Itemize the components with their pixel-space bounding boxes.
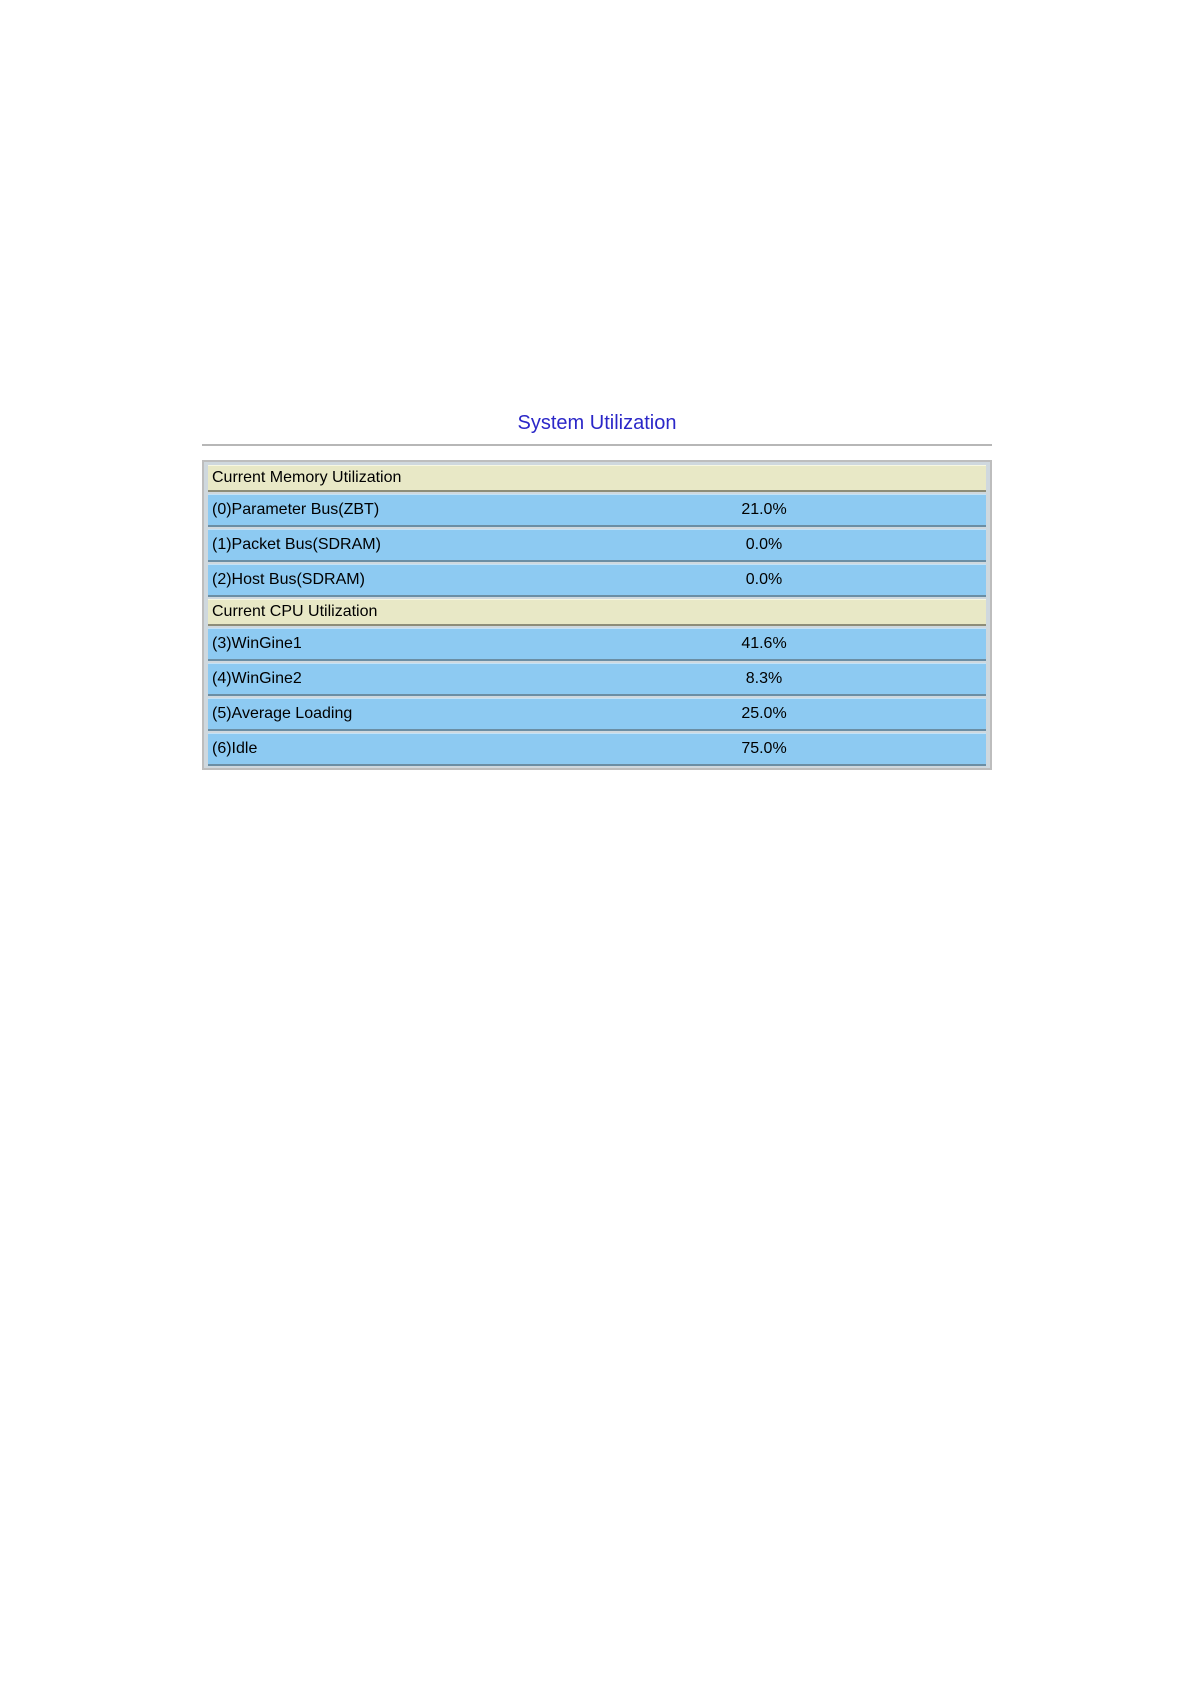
row-value: 25.0% <box>741 705 787 722</box>
row-value: 41.6% <box>741 635 787 652</box>
row-label: (0)Parameter Bus(ZBT) <box>212 501 380 518</box>
title-divider <box>202 444 992 446</box>
table-row <box>208 564 986 597</box>
row-label: (4)WinGine2 <box>212 670 302 687</box>
row-value: 0.0% <box>745 571 783 588</box>
section-header-cpu <box>208 599 986 626</box>
table-row <box>208 733 986 766</box>
row-label: (6)Idle <box>212 740 258 757</box>
row-label: (3)WinGine1 <box>212 635 302 652</box>
section-heading: Current Memory Utilization <box>212 469 402 486</box>
row-value: 0.0% <box>745 536 783 553</box>
row-value: 8.3% <box>745 670 783 687</box>
table-row <box>208 494 986 527</box>
utilization-table <box>202 460 992 770</box>
row-value: 75.0% <box>741 740 787 757</box>
table-row <box>208 628 986 661</box>
table-row <box>208 529 986 562</box>
row-value: 21.0% <box>741 501 787 518</box>
row-label: (2)Host Bus(SDRAM) <box>212 571 365 588</box>
section-header-memory <box>208 465 986 492</box>
page-title: System Utilization <box>517 412 677 434</box>
section-heading: Current CPU Utilization <box>212 603 378 620</box>
table-row <box>208 663 986 696</box>
row-label: (5)Average Loading <box>212 705 353 722</box>
table-row <box>208 698 986 731</box>
row-label: (1)Packet Bus(SDRAM) <box>212 536 381 553</box>
